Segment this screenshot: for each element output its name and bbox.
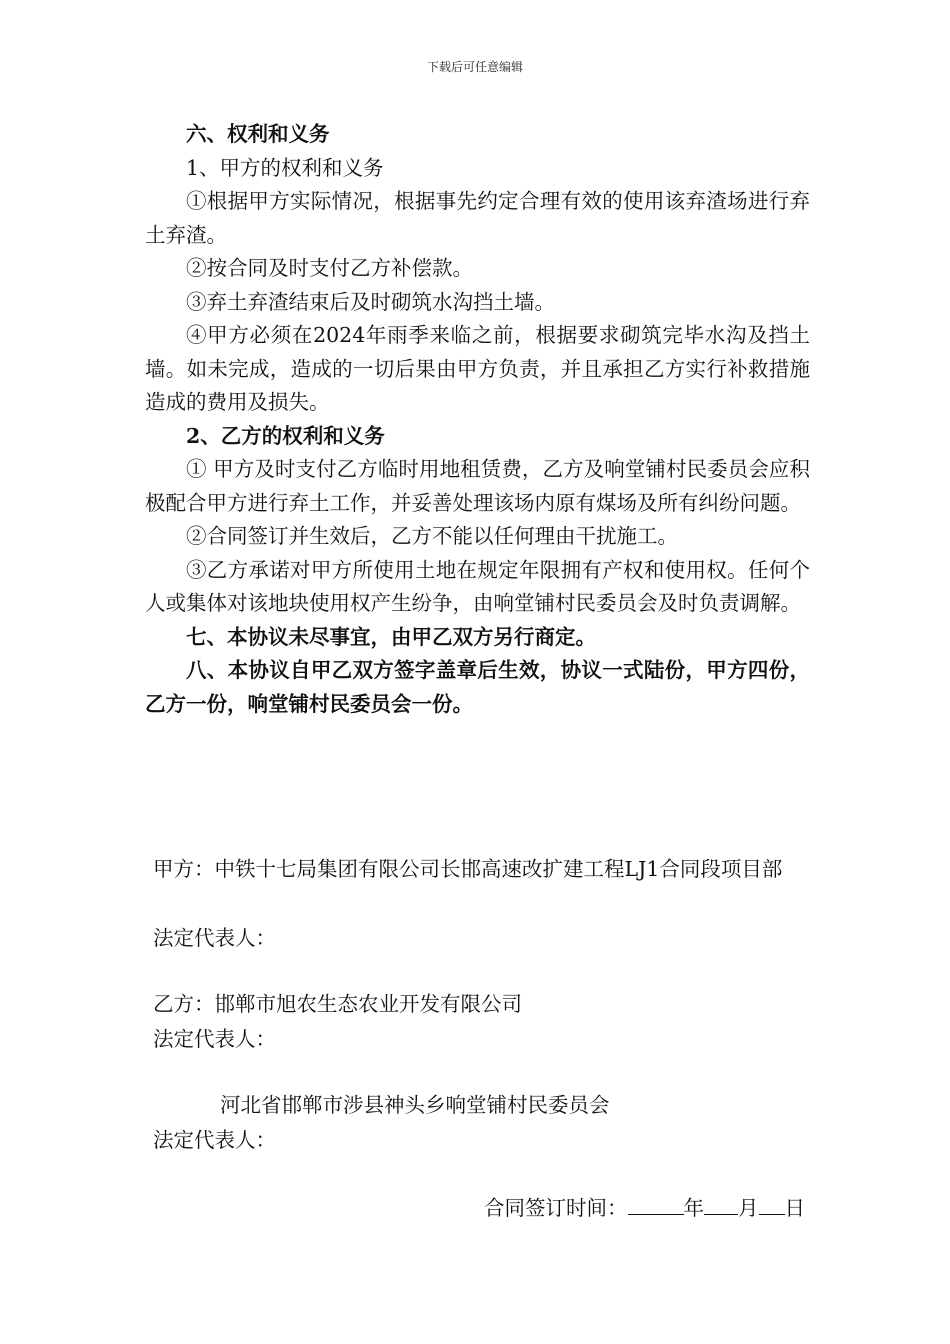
header-note: 下载后可任意编辑 bbox=[426, 60, 523, 74]
party-b-duty-3: ③乙方承诺对甲方所使用土地在规定年限拥有产权和使用权。任何个人或集体对该地块使用权产生纷争，由响堂铺村民委员会及时负责调解。 bbox=[145, 557, 810, 615]
day-blank bbox=[759, 1192, 785, 1215]
party-a-duty-4: ④甲方必须在2024年雨季来临之前，根据要求砌筑完毕水沟及挡土墙。如未完成，造成的一切后果由甲方负责，并且承担乙方实行补救措施造成的费用及损失。 bbox=[145, 323, 810, 414]
month-blank bbox=[704, 1192, 738, 1215]
day-label: 日 bbox=[784, 1196, 805, 1220]
section-8: 八、本协议自甲乙双方签字盖章后生效，协议一式陆份，甲方四份，乙方一份，响堂铺村民委员会一份。 bbox=[145, 658, 810, 716]
party-b-name: 乙方：邯郸市旭农生态农业开发有限公司 bbox=[153, 992, 522, 1016]
year-label: 年 bbox=[683, 1196, 704, 1220]
village-committee-name: 河北省邯郸市涉县神头乡响堂铺村民委员会 bbox=[220, 1093, 610, 1117]
party-a-duty-1: ①根据甲方实际情况，根据事先约定合理有效的使用该弃渣场进行弃土弃渣。 bbox=[145, 189, 810, 247]
section-6-1-title: 1、甲方的权利和义务 bbox=[186, 155, 384, 180]
signing-date bbox=[484, 1192, 805, 1225]
section-6-2-title: 2、乙方的权利和义务 bbox=[186, 423, 385, 448]
party-b-duty-2: ②合同签订并生效后，乙方不能以任何理由干扰施工。 bbox=[186, 524, 678, 548]
party-a-representative: 法定代表人： bbox=[153, 926, 276, 950]
month-label: 月 bbox=[738, 1196, 759, 1220]
section-6-title: 六、权利和义务 bbox=[186, 122, 330, 146]
party-a-duty-2: ②按合同及时支付乙方补偿款。 bbox=[186, 256, 473, 280]
agreement-body bbox=[145, 118, 810, 721]
signing-date-label: 合同签订时间： bbox=[484, 1196, 628, 1220]
party-b-duty-1: ① 甲方及时支付乙方临时用地租赁费，乙方及响堂铺村民委员会应积极配合甲方进行弃土工作，并妥善处理该场内原有煤场及所有纠纷问题。 bbox=[145, 457, 810, 515]
party-a-name: 甲方：中铁十七局集团有限公司长邯高速改扩建工程LJ1合同段项目部 bbox=[153, 857, 783, 881]
village-committee-representative: 法定代表人： bbox=[153, 1128, 276, 1152]
year-blank bbox=[628, 1192, 684, 1215]
section-7: 七、本协议未尽事宜，由甲乙双方另行商定。 bbox=[186, 624, 596, 649]
party-a-duty-3: ③弃土弃渣结束后及时砌筑水沟挡土墙。 bbox=[186, 289, 555, 314]
party-b-representative: 法定代表人： bbox=[153, 1027, 276, 1051]
